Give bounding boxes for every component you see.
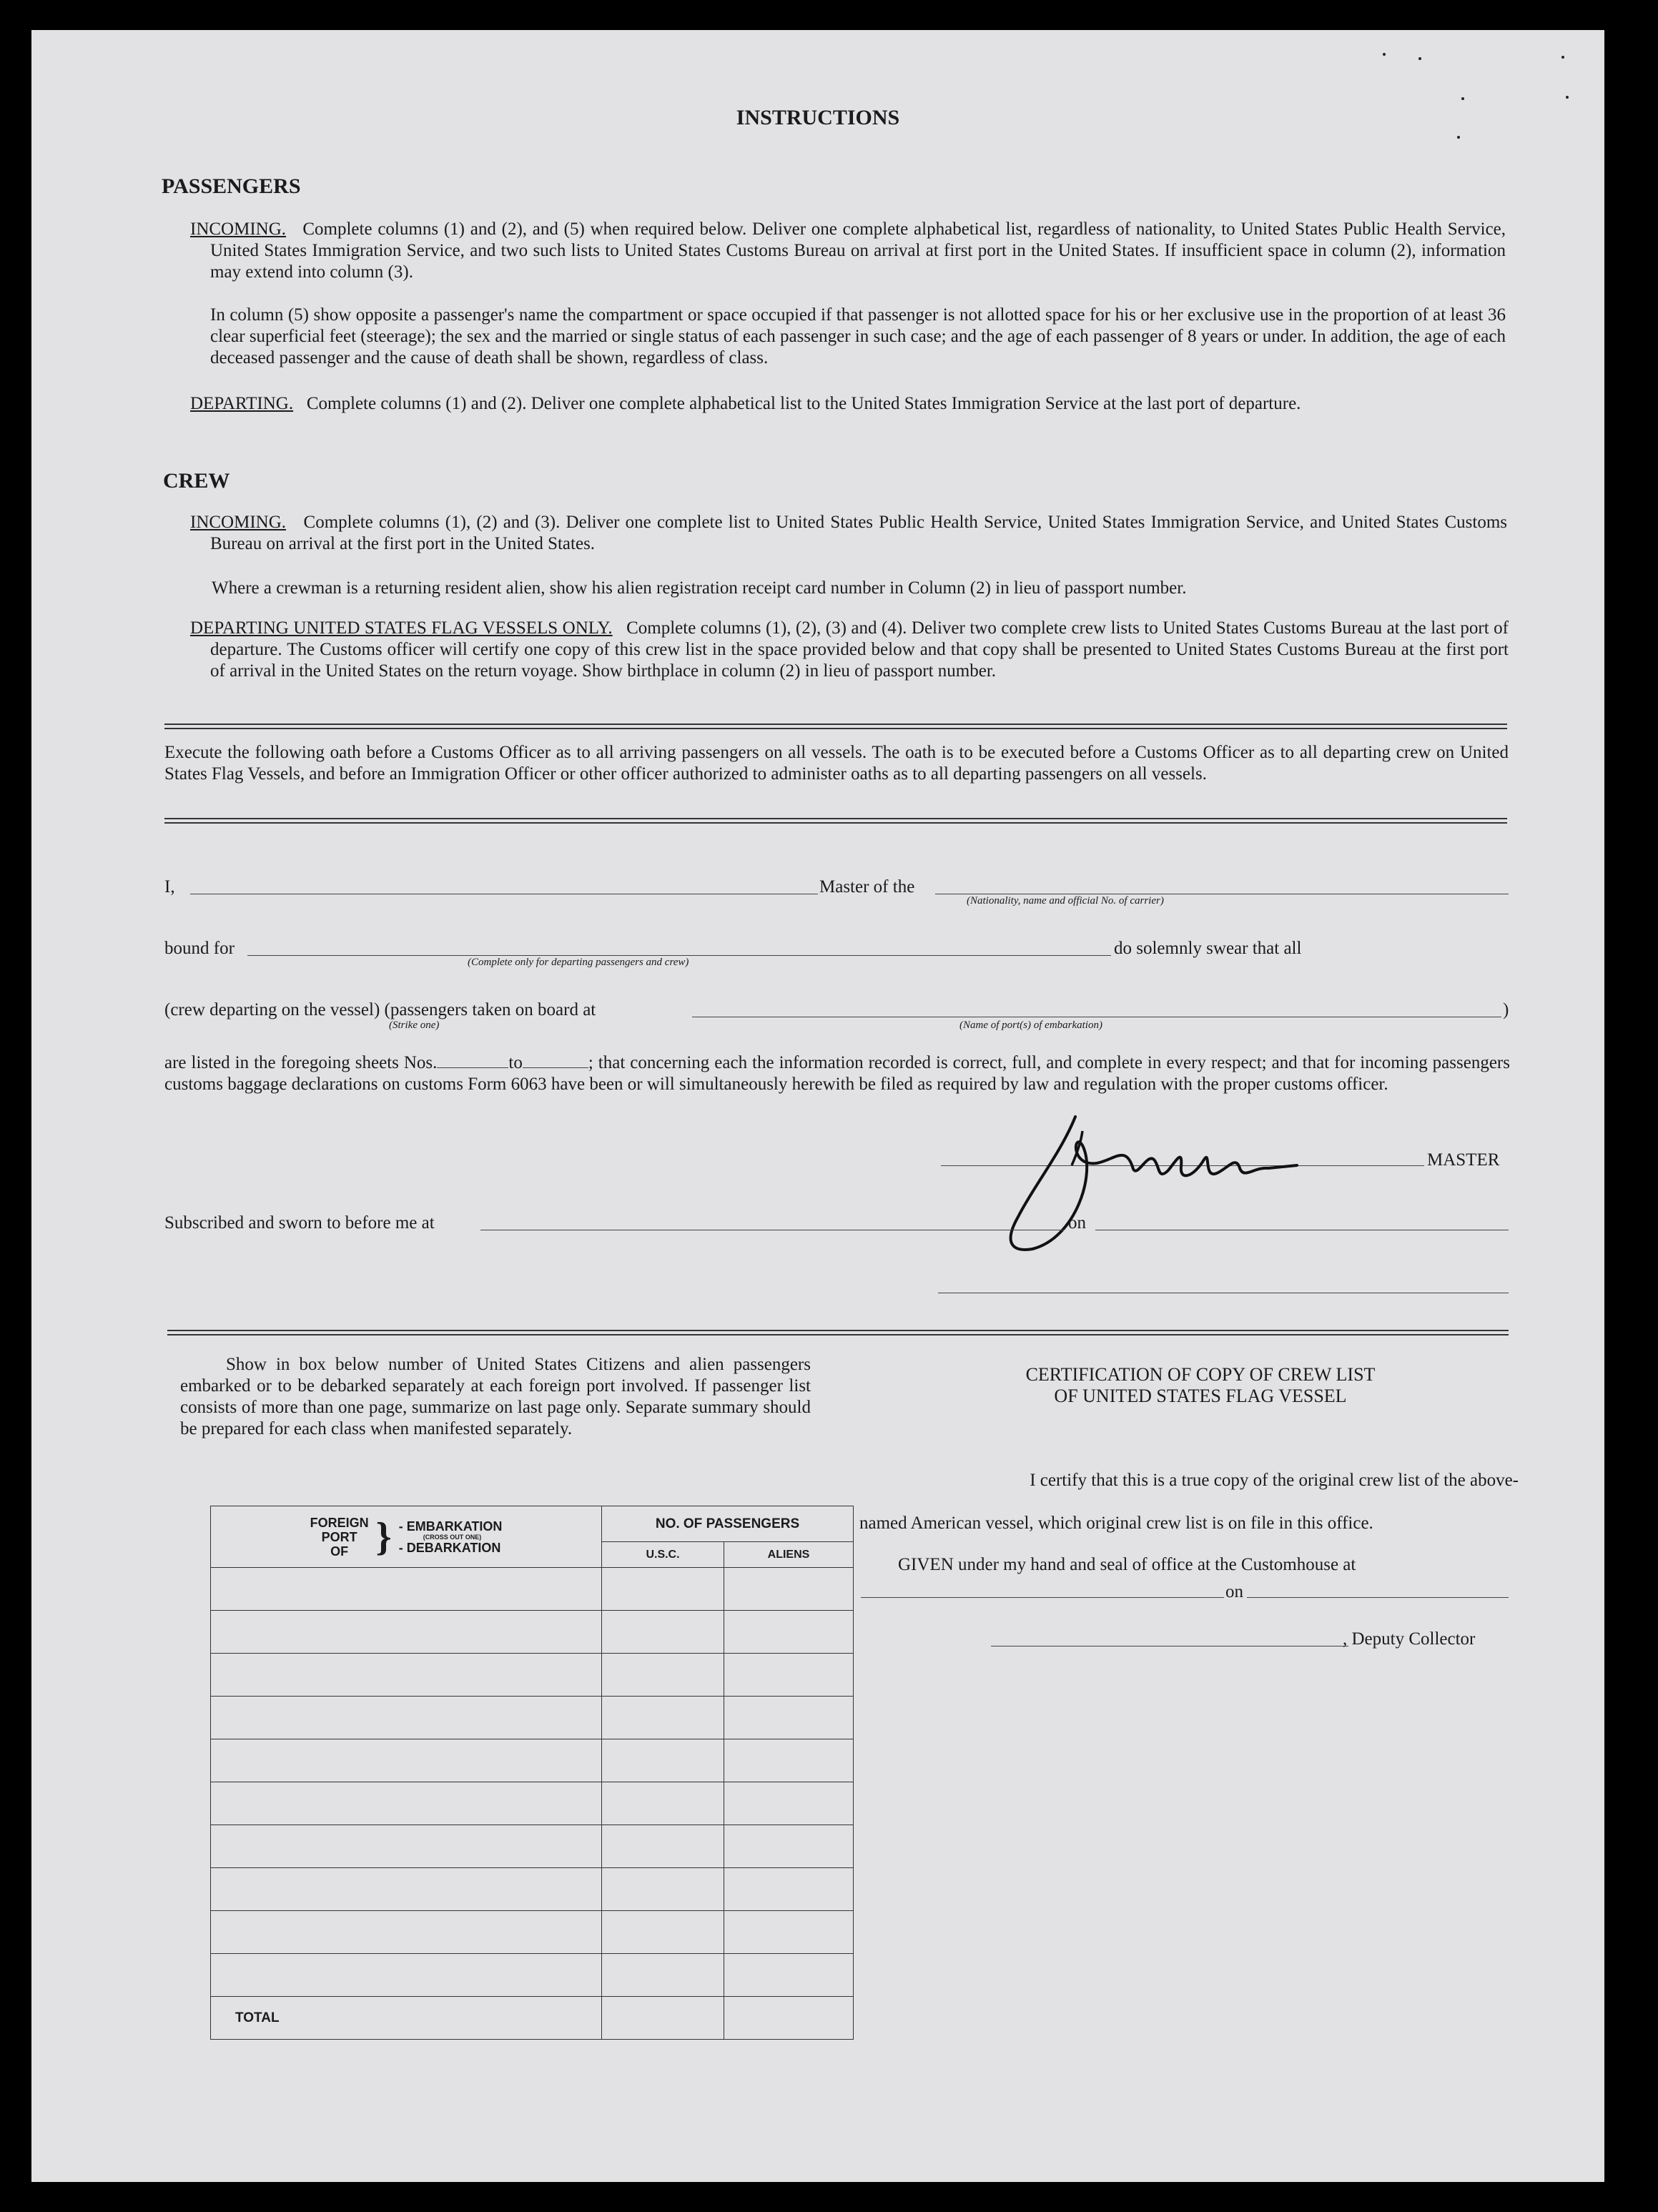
passengers-heading: PASSENGERS — [162, 174, 301, 198]
foreign-port-label: FOREIGN PORT OF — [310, 1515, 369, 1559]
document-page — [31, 30, 1604, 2182]
certification-date-line — [1247, 1597, 1509, 1598]
crew-heading: CREW — [163, 469, 230, 493]
table-row — [211, 1868, 854, 1911]
crew-resident-paragraph: Where a crewman is a returning resident alien, show his alien registration receipt card number in Column (2) in lieu of passport number. — [212, 578, 1187, 598]
passengers-departing-label: DEPARTING. — [190, 394, 294, 413]
table-row — [211, 1825, 854, 1868]
oath-instructions: Execute the following oath before a Customs Officer as to all arriving passengers on all vessels. The oath is to be executed before a Customs Officer as to all departing crew on United States Flag Vessels, and before an Immigration Officer or other officer authorized to administer oaths as to all departing passengers on all vessels. — [164, 743, 1509, 784]
listed-text: ; that concerning each the information recorded is correct, full, and complete in every respect; and that for incoming passengers customs baggage declarations on customs Form 6063 have been or will simultaneously herewith be filed as required by law and regulation with the proper customs officer. — [164, 1053, 1510, 1094]
deputy-collector-label: , Deputy Collector — [1343, 1629, 1476, 1649]
speck — [1566, 96, 1569, 99]
foreign-port-header — [211, 1506, 602, 1568]
passengers-departing-paragraph — [190, 393, 1506, 415]
table-row — [211, 1911, 854, 1954]
speck — [1457, 136, 1460, 139]
speck — [1461, 97, 1464, 100]
crew-incoming-paragraph — [190, 512, 1507, 555]
table-row — [211, 1568, 854, 1611]
usc-header: U.S.C. — [602, 1542, 724, 1568]
swear-label: do solemnly swear that all — [1114, 939, 1302, 958]
passengers-column5-paragraph: In column (5) show opposite a passenger's name the compartment or space occupied if that passenger is not allotted space for his or her exclusive use in the proportion of at least 36 clear superficial feet (steerage); the sex and the married or single status of each passenger in such case; and the age of each passenger of 8 years or under. In addition, the age of each deceased passenger and the cause of death shall be shown, regardless of class. — [210, 305, 1506, 367]
master-label: MASTER — [1427, 1150, 1500, 1170]
total-label: TOTAL — [211, 1997, 602, 2040]
certification-line3: GIVEN under my hand and seal of office at the Customhouse at — [898, 1555, 1356, 1574]
certification-on-label: on — [1225, 1582, 1243, 1601]
table-row — [211, 1654, 854, 1697]
aliens-header: ALIENS — [724, 1542, 854, 1568]
certification-line2: named American vessel, which original crew list is on file in this office. — [859, 1514, 1373, 1533]
table-row — [211, 1954, 854, 1997]
bound-for-line — [247, 955, 1111, 956]
page-title: INSTRUCTIONS — [736, 106, 900, 129]
embark-debark-label: - EMBARKATION (CROSS OUT ONE) - DEBARKATION — [398, 1519, 503, 1555]
table-row — [211, 1611, 854, 1654]
close-paren: ) — [1503, 1000, 1509, 1019]
passengers-incoming-label: INCOMING. — [190, 219, 287, 239]
certification-title — [882, 1364, 1519, 1407]
divider-rule — [164, 822, 1507, 824]
to-label: to — [508, 1053, 523, 1072]
speck — [1561, 56, 1564, 59]
oath-i-label: I, — [164, 877, 175, 897]
subscribed-label: Subscribed and sworn to before me at — [164, 1213, 435, 1233]
crew-incoming-label: INCOMING. — [190, 513, 287, 532]
crew-departing-paragraph — [190, 618, 1509, 682]
passengers-incoming-text: Complete columns (1) and (2), and (5) when required below. Deliver one complete alphabetical list, regardless of nationality, to United States Public Health Service, United States Immigration Service, and two such lists to United States Customs Bureau on arrival at first port in the United States. If insufficient space in column (2), information may extend into column (3). — [210, 219, 1506, 282]
divider-rule — [164, 818, 1507, 819]
divider-rule — [164, 728, 1507, 729]
no-of-passengers-header: NO. OF PASSENGERS — [602, 1506, 854, 1542]
sheet-to-line — [523, 1055, 588, 1068]
sheet-from-line — [437, 1055, 508, 1068]
customhouse-line — [861, 1597, 1224, 1598]
passengers-incoming-paragraph — [190, 219, 1506, 283]
divider-rule — [167, 1330, 1509, 1331]
speck — [1383, 53, 1386, 56]
certification-line1: I certify that this is a true copy of the original crew list of the above- — [1030, 1471, 1519, 1490]
bound-for-label: bound for — [164, 939, 235, 958]
crew-departing-label: DEPARTING UNITED STATES FLAG VESSELS ONLY. — [190, 618, 613, 638]
strike-one-caption: (Strike one) — [389, 1019, 440, 1031]
total-aliens-cell[interactable] — [724, 1997, 854, 2040]
passenger-summary-table — [210, 1506, 854, 2040]
crew-incoming-text: Complete columns (1), (2) and (3). Deliver one complete list to United States Public Health Service, United States Immigration Service, and United States Customs Bureau on arrival at the first port in the United States. — [210, 513, 1507, 553]
total-usc-cell[interactable] — [602, 1997, 724, 2040]
listed-prefix: are listed in the foregoing sheets Nos. — [164, 1053, 438, 1072]
crew-departing-text: Complete columns (1), (2), (3) and (4). Deliver two complete crew lists to United States Customs Bureau at the last port of departure. The Customs officer will certify one copy of this crew list in the space provided below and that copy shall be presented to United States Customs Bureau at the first port of arrival in the United States on the return voyage. Show birthplace in column (2) in lieu of passport number. — [210, 618, 1509, 681]
sworn-on-label: on — [1068, 1213, 1086, 1233]
bound-for-caption: (Complete only for departing passengers and crew) — [468, 957, 689, 968]
divider-rule — [164, 724, 1507, 725]
total-row — [211, 1997, 854, 2040]
master-signature — [990, 1088, 1390, 1260]
certification-title-line1: CERTIFICATION OF COPY OF CREW LIST — [1025, 1364, 1376, 1385]
master-of-the-label: Master of the — [819, 877, 915, 897]
table-row — [211, 1782, 854, 1825]
divider-rule — [167, 1334, 1509, 1335]
summary-instructions: Show in box below number of United States Citizens and alien passengers embarked or to be debarked separately at each foreign port involved. If passenger list consists of more than one page, summarize on last page only. Separate summary should be prepared for each class when manifested separately. — [180, 1355, 811, 1438]
speck — [1418, 57, 1421, 60]
passengers-departing-text: Complete columns (1) and (2). Deliver one complete alphabetical list to the United States Immigration Service at the last port of departure. — [306, 394, 1301, 413]
crew-departing-label-oath: (crew departing on the vessel) (passengers taken on board at — [164, 1000, 596, 1019]
table-row — [211, 1739, 854, 1782]
certification-title-line2: OF UNITED STATES FLAG VESSEL — [1054, 1386, 1347, 1406]
carrier-caption: (Nationality, name and official No. of carrier) — [967, 895, 1164, 907]
ports-caption: (Name of port(s) of embarkation) — [959, 1019, 1102, 1031]
table-row — [211, 1697, 854, 1739]
brace: } — [375, 1514, 392, 1559]
